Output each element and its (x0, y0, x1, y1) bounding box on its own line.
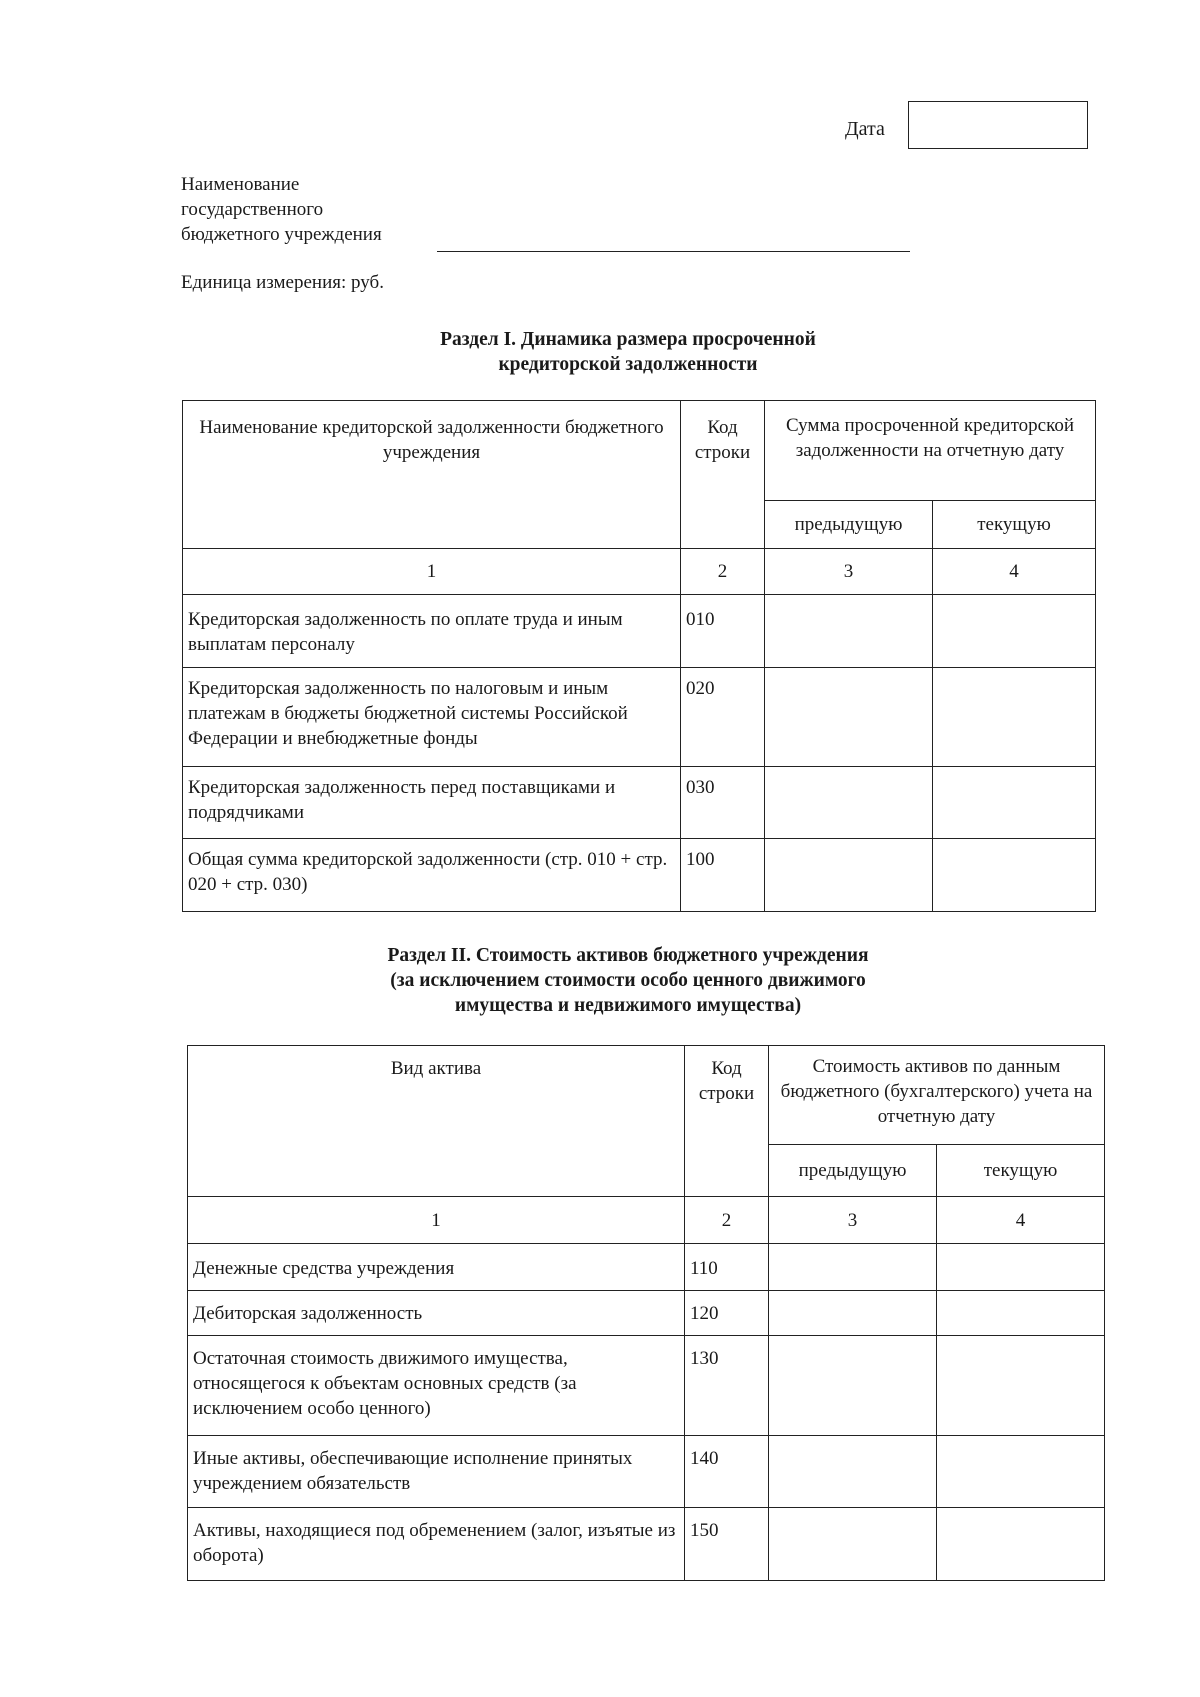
row-code: 100 (681, 839, 765, 912)
col-number: 4 (933, 549, 1096, 595)
col-number: 1 (188, 1197, 685, 1244)
row-name: Иные активы, обеспечивающие исполнение принятых учреждением обязательств (188, 1436, 685, 1508)
row-name: Кредиторская задолженность по оплате труда и иным выплатам персоналу (183, 595, 681, 668)
org-name-label-line: Наименование (181, 174, 300, 195)
header-code: Код строки (681, 401, 765, 549)
row-code: 030 (681, 767, 765, 839)
row-curr-value[interactable] (937, 1336, 1105, 1436)
org-name-label (181, 172, 382, 247)
row-code: 140 (685, 1436, 769, 1508)
row-name: Активы, находящиеся под обременением (залог, изъятые из оборота) (188, 1508, 685, 1581)
row-curr-value[interactable] (933, 839, 1096, 912)
row-prev-value[interactable] (765, 767, 933, 839)
row-curr-value[interactable] (937, 1508, 1105, 1581)
org-name-field[interactable] (437, 251, 910, 252)
header-sum: Стоимость активов по данным бюджетного (бухгалтерского) учета на отчетную дату (769, 1046, 1105, 1145)
col-number: 2 (681, 549, 765, 595)
row-prev-value[interactable] (769, 1336, 937, 1436)
section-2-title (28, 943, 1200, 1018)
header-curr: текущую (937, 1145, 1105, 1197)
row-code: 010 (681, 595, 765, 668)
date-field[interactable] (908, 101, 1088, 149)
table-row (188, 1508, 1105, 1581)
row-code: 020 (681, 668, 765, 767)
table-row (188, 1336, 1105, 1436)
row-prev-value[interactable] (765, 839, 933, 912)
org-name-label-line: государственного (181, 199, 324, 220)
col-number: 4 (937, 1197, 1105, 1244)
date-label: Дата (845, 118, 885, 140)
table-row (183, 668, 1096, 767)
table-row (188, 1436, 1105, 1508)
col-number: 2 (685, 1197, 769, 1244)
row-code: 150 (685, 1508, 769, 1581)
section-2-title-line: (за исключением стоимости особо ценного движимого (390, 970, 866, 991)
header-curr: текущую (933, 501, 1096, 549)
row-code: 120 (685, 1291, 769, 1336)
section-1-title-line: кредиторской задолженности (498, 354, 758, 375)
row-curr-value[interactable] (937, 1436, 1105, 1508)
section-2-table (187, 1045, 1105, 1581)
section-1-title (28, 327, 1200, 377)
row-name: Остаточная стоимость движимого имущества, относящегося к объектам основных средств (за исключением особо ценного) (188, 1336, 685, 1436)
row-curr-value[interactable] (937, 1291, 1105, 1336)
header-sum: Сумма просроченной кредиторской задолженности на отчетную дату (765, 401, 1096, 501)
table-row (188, 1244, 1105, 1291)
section-1-title-line: Раздел I. Динамика размера просроченной (440, 329, 816, 350)
row-curr-value[interactable] (937, 1244, 1105, 1291)
row-name: Кредиторская задолженность перед поставщиками и подрядчиками (183, 767, 681, 839)
col-number: 3 (769, 1197, 937, 1244)
row-code: 130 (685, 1336, 769, 1436)
table-row (183, 595, 1096, 668)
header-code: Код строки (685, 1046, 769, 1197)
row-prev-value[interactable] (769, 1436, 937, 1508)
row-code: 110 (685, 1244, 769, 1291)
col-number: 1 (183, 549, 681, 595)
row-name: Кредиторская задолженность по налоговым и иным платежам в бюджеты бюджетной системы Российской Федерации и внебюджетные фонды (183, 668, 681, 767)
row-prev-value[interactable] (765, 668, 933, 767)
header-name: Наименование кредиторской задолженности бюджетного учреждения (183, 401, 681, 549)
section-1-table (182, 400, 1096, 912)
col-number: 3 (765, 549, 933, 595)
table-row (183, 839, 1096, 912)
row-prev-value[interactable] (769, 1508, 937, 1581)
row-prev-value[interactable] (769, 1244, 937, 1291)
table-row (188, 1291, 1105, 1336)
row-curr-value[interactable] (933, 668, 1096, 767)
row-prev-value[interactable] (769, 1291, 937, 1336)
row-prev-value[interactable] (765, 595, 933, 668)
section-2-title-line: имущества и недвижимого имущества) (454, 995, 802, 1016)
row-name: Денежные средства учреждения (188, 1244, 685, 1291)
org-name-label-line: бюджетного учреждения (181, 224, 382, 245)
unit-label: Единица измерения: руб. (181, 272, 384, 293)
row-curr-value[interactable] (933, 595, 1096, 668)
row-name: Общая сумма кредиторской задолженности (стр. 010 + стр. 020 + стр. 030) (183, 839, 681, 912)
row-curr-value[interactable] (933, 767, 1096, 839)
table-row (183, 767, 1096, 839)
header-prev: предыдущую (769, 1145, 937, 1197)
header-name: Вид актива (188, 1046, 685, 1197)
section-2-title-line: Раздел II. Стоимость активов бюджетного учреждения (387, 945, 869, 966)
header-prev: предыдущую (765, 501, 933, 549)
row-name: Дебиторская задолженность (188, 1291, 685, 1336)
